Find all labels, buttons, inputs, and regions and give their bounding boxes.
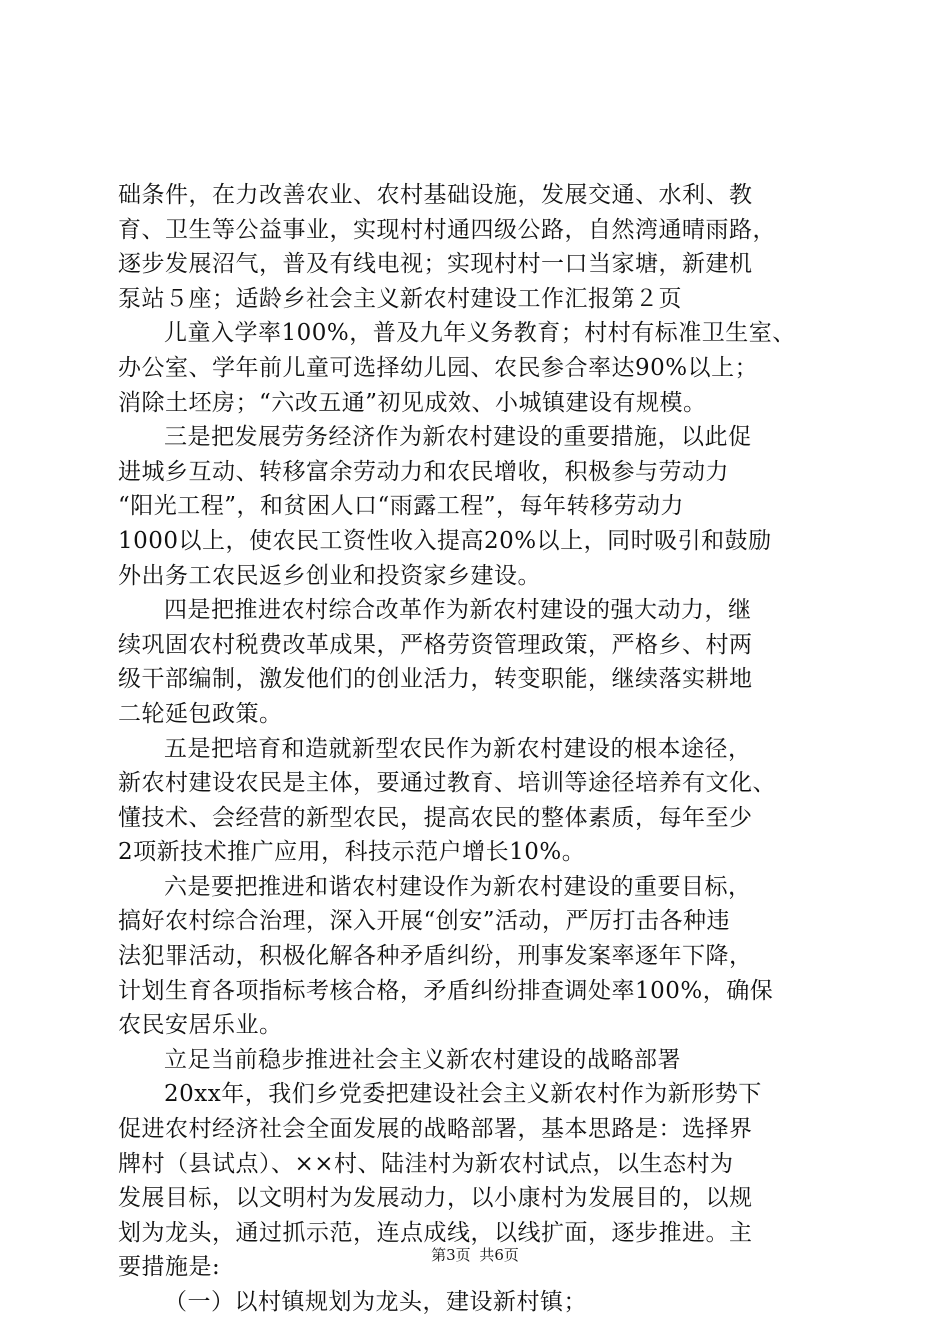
text-line: 消除土坯房；“六改五通”初见成效、小城镇建设有规模。 [118,389,707,416]
text-line: 要措施是: [118,1254,221,1281]
document-body [118,178,838,1320]
text-line: 懂技术、会经营的新型农民，提高农民的整体素质，每年至少 [118,804,753,831]
page-footer [0,1245,950,1265]
text-line: 立足当前稳步推进社会主义新农村建设的战略部署 [164,1046,681,1073]
text-line: 六是要把推进和谐农村建设作为新农村建设的重要目标， [164,873,752,900]
text-line: 础条件，在力改善农业、农村基础设施，发展交通、水利、教 [118,182,753,208]
text-line: 法犯罪活动，积极化解各种矛盾纠纷，刑事发案率逐年下降， [118,943,753,970]
text-line: 2项新技术推广应用，科技示范户增长10%。 [118,839,586,866]
text-line: 划为龙头，通过抓示范，连点成线，以线扩面，逐步推进。主 [118,1219,753,1246]
text-line: 逐步发展沼气，普及有线电视；实现村村一口当家塘，新建机 [118,251,753,278]
text-line: 办公室、学年前儿童可选择幼儿园、农民参合率达90%以上； [118,354,759,381]
page-number: 第3页 [431,1246,471,1264]
text-line: 20xx年，我们乡党委把建设社会主义新农村作为新形势下 [164,1081,762,1108]
text-line: 外出务工农民返乡创业和投资家乡建设。 [118,562,541,589]
text-line: “阳光工程”，和贫困人口“雨露工程”，每年转移劳动力 [118,493,685,520]
text-line: 搞好农村综合治理，深入开展“创安”活动，严厉打击各种违 [118,908,731,935]
text-line: 进城乡互动、转移富余劳动力和农民增收，积极参与劳动力 [118,458,729,485]
text-line: 三是把发展劳务经济作为新农村建设的重要措施，以此促 [164,424,752,451]
text-line: 新农村建设农民是主体，要通过教育、培训等途径培养有文化、 [118,770,776,797]
text-line: 二轮延包政策。 [118,700,283,727]
text-line: 四是把推进农村综合改革作为新农村建设的强大动力，继 [164,597,752,624]
page-total: 共6页 [479,1246,519,1264]
text-line: 五是把培育和造就新型农民作为新农村建设的根本途径， [164,735,752,762]
text-line: 育、卫生等公益事业，实现村村通四级公路，自然湾通晴雨路， [118,216,776,243]
text-line: （一）以村镇规划为龙头，建设新村镇； [164,1289,587,1315]
text-line: 泵站５座；适龄乡社会主义新农村建设工作汇报第２页 [118,285,682,312]
text-line: 续巩固农村税费改革成果，严格劳资管理政策，严格乡、村两 [118,631,753,658]
text-line: 级干部编制，激发他们的创业活力，转变职能，继续落实耕地 [118,666,753,693]
text-line: 儿童入学率100%，普及九年义务教育；村村有标准卫生室、 [164,320,796,347]
text-line: 发展目标，以文明村为发展动力，以小康村为发展目的，以规 [118,1185,753,1212]
text-line: 牌村（县试点）、××村、陆洼村为新农村试点，以生态村为 [118,1150,734,1177]
text-line: 农民安居乐业。 [118,1012,283,1039]
text-line: 计划生育各项指标考核合格，矛盾纠纷排查调处率100%，确保 [118,977,774,1004]
text-line: 1000以上，使农民工资性收入提高20%以上，同时吸引和鼓励 [118,527,772,554]
text-line: 促进农村经济社会全面发展的战略部署，基本思路是：选择界 [118,1116,753,1143]
